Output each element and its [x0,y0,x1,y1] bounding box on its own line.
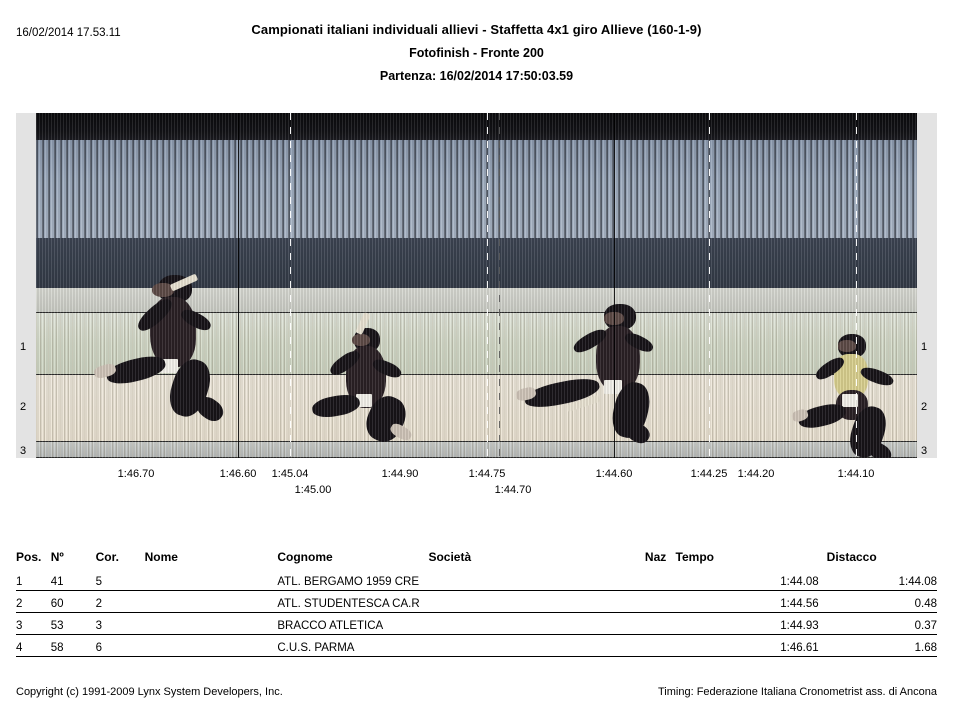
results-table [16,550,937,657]
time-label-1: 1:46.70 [117,468,155,480]
cell-lane: 2 [96,590,145,612]
page-title: Campionati italiani individuali allievi - Staffetta 4x1 giro Allieve (160-1-9) [251,22,702,37]
cell-number: 60 [51,590,96,612]
time-label-2: 1:46.60 [219,468,257,480]
time-label-7: 1:44.70 [494,484,532,496]
time-label-5: 1:44.90 [381,468,419,480]
page-subtitle: Fotofinish - Fronte 200 [409,46,544,60]
cell-tempo: 1:44.93 [676,612,827,634]
cell-nome [145,612,278,634]
table-row[interactable] [16,590,937,612]
cell-pos: 4 [16,634,51,656]
cell-tempo: 1:46.61 [676,634,827,656]
cell-tempo: 1:44.08 [676,568,827,590]
time-marker-1-44-10 [856,113,857,458]
timing-credit: Timing: Federazione Italiana Cronometrist ass. di Ancona [657,686,937,698]
cell-naz [645,568,676,590]
time-scale [16,458,937,503]
col-header-cognome: Cognome [277,550,333,564]
cell-distacco: 0.37 [827,612,937,634]
table-row[interactable] [16,568,937,590]
time-label-4: 1:45.00 [294,484,332,496]
time-label-6: 1:44.75 [468,468,506,480]
col-header-naz: Naz [644,550,667,564]
cell-pos: 2 [16,590,51,612]
lane-label-right-1: 1 [921,341,928,353]
col-header-distacco: Distacco [826,550,877,564]
photofinish-image [16,113,937,458]
time-label-11: 1:44.10 [837,468,875,480]
cell-distacco: 0.48 [827,590,937,612]
col-header-tempo: Tempo [675,550,714,564]
time-marker-1-44-25 [709,113,710,458]
cell-cognome: ATL. STUDENTESCA CA.R [277,590,428,612]
cell-societa [428,568,644,590]
strip-band-dark-top [36,113,917,140]
lane-label-right-2: 2 [921,401,928,413]
time-marker-1-44-60 [614,113,615,458]
strip-background-texture [36,140,917,238]
cell-cognome: C.U.S. PARMA [277,634,428,656]
cell-nome [145,568,278,590]
table-header-row [16,550,937,568]
cell-number: 53 [51,612,96,634]
strip-band-wall [36,288,917,312]
lane-separator-1-2 [36,374,917,375]
cell-distacco: 1.68 [827,634,937,656]
time-label-3: 1:45.04 [271,468,309,480]
lane-separator-2-3 [36,441,917,442]
col-header-number: Nº [50,550,64,564]
col-header-nome: Nome [144,550,178,564]
photofinish-strip [36,113,917,458]
time-marker-1-44-75 [487,113,488,458]
cell-societa [428,590,644,612]
cell-number: 41 [51,568,96,590]
cell-societa [428,634,644,656]
col-header-societa: Società [428,550,472,564]
print-timestamp: 16/02/2014 17.53.11 [16,27,121,39]
time-marker-1-44-70 [499,113,500,458]
table-row[interactable] [16,634,937,656]
col-header-pos: Pos. [16,550,42,564]
cell-nome [145,634,278,656]
time-marker-1-46-60 [238,113,239,458]
strip-track-texture [36,312,917,458]
title-block [0,22,953,83]
table-row[interactable] [16,612,937,634]
cell-lane: 6 [96,634,145,656]
lane-label-left-2: 2 [20,401,27,413]
start-time-label: Partenza: 16/02/2014 17:50:03.59 [379,69,574,83]
cell-pos: 1 [16,568,51,590]
cell-cognome: BRACCO ATLETICA [277,612,428,634]
cell-tempo: 1:44.56 [676,590,827,612]
cell-lane: 3 [96,612,145,634]
col-header-lane: Cor. [95,550,119,564]
strip-band-barrier [36,238,917,288]
time-label-8: 1:44.60 [595,468,633,480]
time-label-9: 1:44.25 [690,468,728,480]
time-label-10: 1:44.20 [737,468,775,480]
cell-lane: 5 [96,568,145,590]
cell-number: 58 [51,634,96,656]
time-marker-1-45-04 [290,113,291,458]
cell-naz [645,634,676,656]
cell-naz [645,612,676,634]
lane-label-left-3: 3 [20,445,27,457]
cell-distacco: 1:44.08 [827,568,937,590]
copyright-text: Copyright (c) 1991-2009 Lynx System Developers, Inc. [16,686,283,698]
cell-naz [645,590,676,612]
cell-nome [145,590,278,612]
lane-separator-top [36,312,917,313]
cell-societa [428,612,644,634]
lane-label-right-3: 3 [921,445,928,457]
lane-label-left-1: 1 [20,341,27,353]
cell-pos: 3 [16,612,51,634]
cell-cognome: ATL. BERGAMO 1959 CRE [277,568,428,590]
